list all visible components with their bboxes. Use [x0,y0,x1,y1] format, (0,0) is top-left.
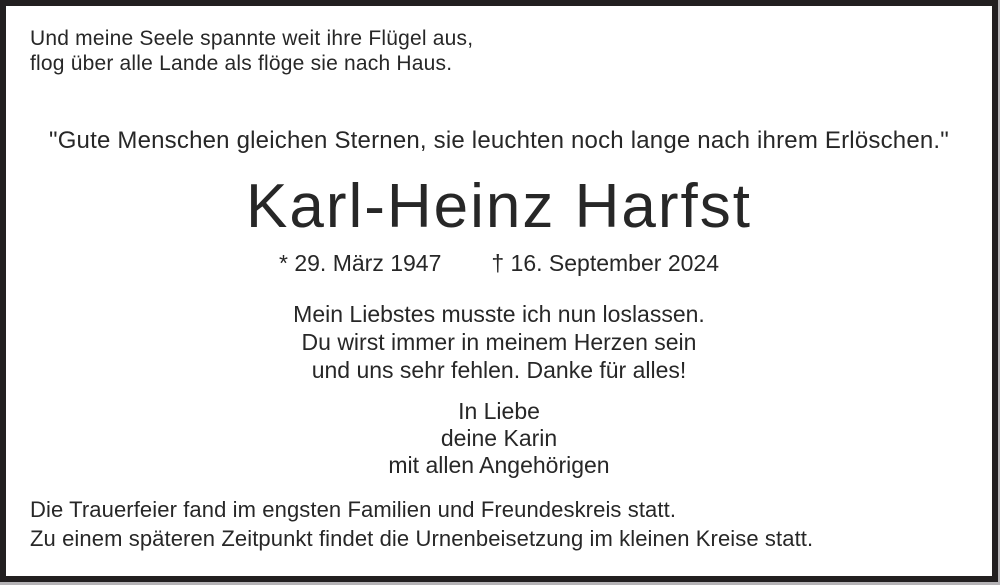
farewell-line: Mein Liebstes musste ich nun loslassen. [293,301,705,327]
farewell-line: Du wirst immer in meinem Herzen sein [301,329,697,355]
memorial-quote: "Gute Menschen gleichen Sternen, sie leuchten noch lange nach ihrem Erlöschen." [48,127,950,154]
farewell-line: und uns sehr fehlen. Danke für alles! [311,357,687,383]
poem-line: Und meine Seele spannte weit ihre Flügel aus, [30,27,474,50]
opening-poem [30,26,473,76]
life-dates [6,250,992,277]
farewell-text [6,300,992,384]
closing-line: In Liebe [458,398,540,424]
closing-line: deine Karin [440,425,558,451]
info-line: Die Trauerfeier fand im engsten Familien und Freundeskreis statt. [30,497,677,522]
deceased-name: Karl-Heinz Harfst [246,172,752,241]
info-line: Zu einem späteren Zeitpunkt findet die Urnenbeisetzung im kleinen Kreise statt. [30,526,814,551]
closing-signature [6,398,992,479]
death-date: † 16. September 2024 [491,250,719,276]
poem-line: flog über alle Lande als flöge sie nach Haus. [30,52,453,75]
funeral-info [30,495,813,553]
birth-date: * 29. März 1947 [279,250,442,276]
closing-line: mit allen Angehörigen [388,452,610,478]
